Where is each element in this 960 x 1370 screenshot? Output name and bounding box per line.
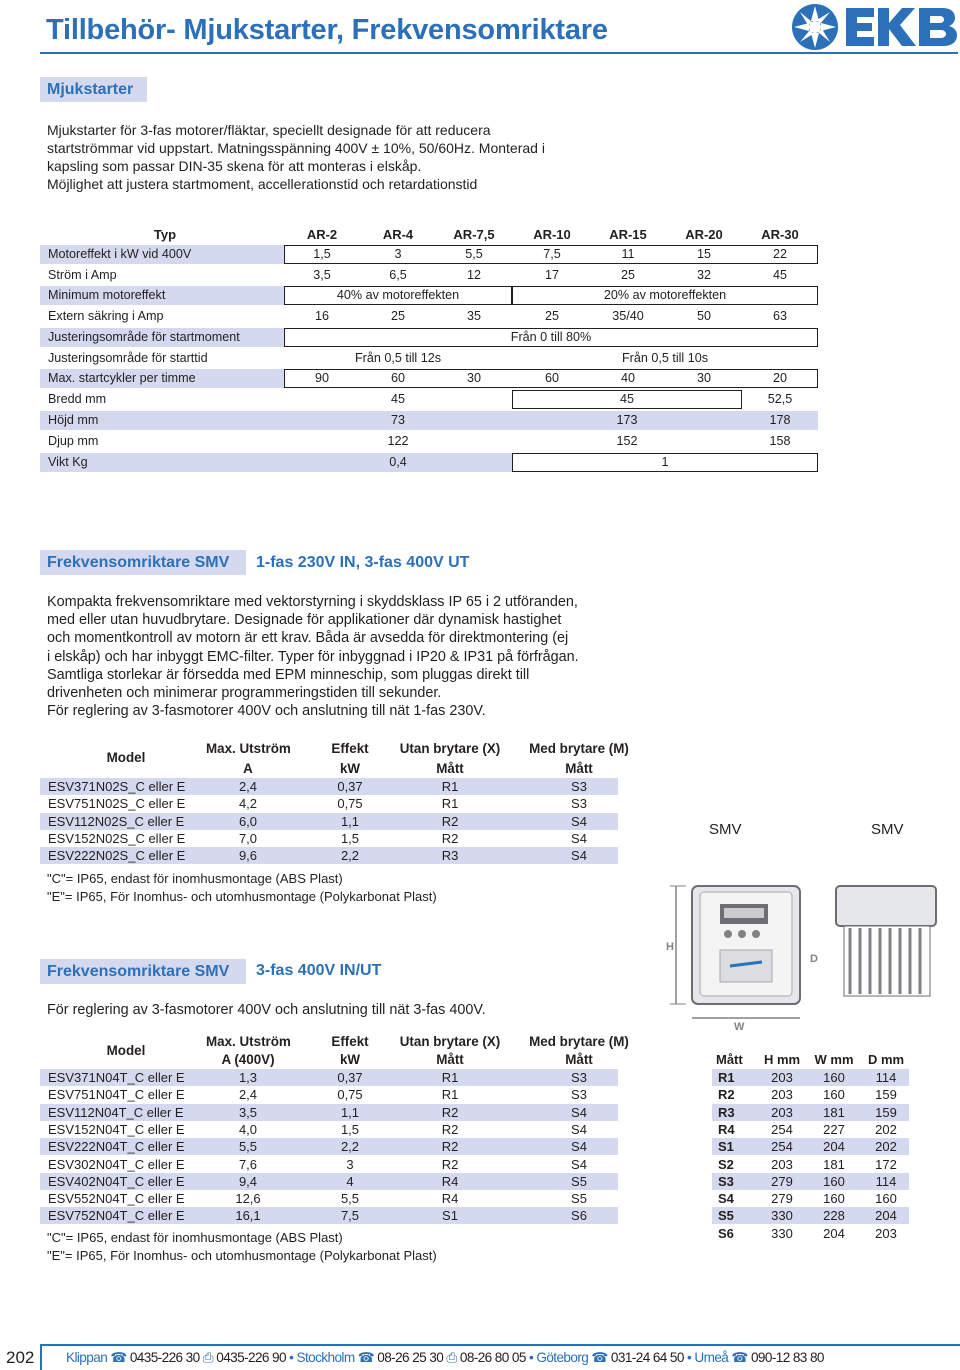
table-cell: 50 — [696, 309, 711, 323]
image-label-smv: SMV — [709, 821, 742, 838]
table-cell: 6,5 — [389, 268, 407, 282]
model-cell: ESV402N04T_C eller E — [48, 1173, 185, 1189]
table-cell: 15 — [696, 247, 711, 261]
table-row — [40, 830, 618, 847]
paragraph-line: För reglering av 3-fasmotorer 400V och anslutning till nät 1-fas 230V. — [47, 703, 486, 720]
model-cell: ESV222N04T_C eller E — [48, 1139, 185, 1155]
table-cell: S4 — [571, 1139, 587, 1155]
table-cell: 181 — [823, 1156, 845, 1172]
table-row — [40, 369, 818, 388]
note-e: "E"= IP65, För Inomhus- och utomhusmontage (Polykarbonat Plast) — [47, 889, 437, 904]
header-power-unit: kW — [339, 1052, 361, 1067]
header-col: W mm — [814, 1052, 854, 1067]
table-cell: 52,5 — [767, 392, 793, 406]
table-cell: 279 — [771, 1191, 793, 1207]
table-row — [712, 1086, 909, 1103]
table-row — [40, 1086, 618, 1103]
table-cell: 6,0 — [238, 813, 258, 829]
table-row — [40, 1190, 618, 1207]
model-cell: ESV752N04T_C eller E — [48, 1208, 185, 1224]
dimension-code: R1 — [718, 1070, 735, 1085]
table-cell: 203 — [875, 1225, 897, 1241]
table-cell: 63 — [772, 309, 787, 323]
table-row — [40, 266, 818, 285]
table-row — [40, 1207, 618, 1224]
table-cell: 30 — [466, 371, 481, 385]
table-cell: S6 — [571, 1208, 587, 1224]
table-cell: R1 — [441, 1087, 459, 1103]
table-cell: 1,5 — [313, 247, 331, 261]
table-cell: R2 — [441, 1121, 459, 1137]
table-cell: 181 — [823, 1104, 845, 1120]
table-cell: 5,5 — [465, 247, 483, 261]
footer-city: Göteborg — [536, 1350, 589, 1365]
table-cell: 45 — [619, 392, 634, 406]
table-cell: 0,4 — [389, 455, 407, 469]
header-with-switch: Med brytare (M) — [529, 741, 629, 756]
table-cell: 35/40 — [612, 309, 644, 323]
table-cell: 17 — [544, 268, 559, 282]
dims-table-header — [712, 1052, 909, 1069]
table-cell: 45 — [772, 268, 787, 282]
footer-fax: 0435-226 90 — [216, 1350, 286, 1365]
table-cell: S4 — [571, 1121, 587, 1137]
header-power: Effekt — [331, 1034, 369, 1049]
fax-icon: ⎙ — [443, 1350, 460, 1365]
header-col: AR-10 — [533, 227, 571, 242]
table-row — [712, 1104, 909, 1121]
table-cell: R4 — [441, 1191, 459, 1207]
table-row — [40, 1173, 618, 1190]
table-cell: 7,6 — [238, 1156, 258, 1172]
paragraph-line: Samtliga storlekar är försedda med EPM minneschip, som pluggas direkt till — [47, 666, 530, 683]
dimension-code: S5 — [718, 1208, 734, 1224]
table-cell: R3 — [441, 848, 459, 864]
table-cell: 160 — [875, 1191, 897, 1207]
footer-phone: 090-12 83 80 — [750, 1350, 824, 1365]
table-cell: 32 — [696, 268, 711, 282]
table-cell: 4 — [346, 1173, 354, 1189]
table-row — [40, 1069, 618, 1086]
dimension-code: R3 — [718, 1104, 735, 1120]
table-row — [40, 245, 818, 264]
row-label: Minimum motoreffekt — [48, 288, 166, 302]
table-cell: 40 — [620, 371, 635, 385]
model-cell: ESV751N02S_C eller E — [48, 796, 186, 812]
section-subheading-smv-3phase: 3-fas 400V IN/UT — [256, 962, 382, 979]
header-current: Max. Utström — [206, 1034, 291, 1049]
table-row — [712, 1156, 909, 1173]
smv-product-image — [664, 878, 960, 1030]
table-row — [40, 453, 818, 472]
table-cell: S3 — [571, 796, 587, 812]
table-cell: 0,37 — [337, 1070, 363, 1085]
table-cell: S4 — [571, 830, 587, 846]
table-row — [712, 1190, 909, 1207]
row-label: Extern säkring i Amp — [48, 309, 164, 323]
row-label: Vikt Kg — [48, 455, 88, 469]
header-without-unit: Mått — [436, 761, 464, 776]
table-cell: 160 — [823, 1191, 845, 1207]
paragraph-line: startströmmar vid uppstart. Matningsspänning 400V ± 10%, 50/60Hz. Monterad i — [47, 140, 545, 156]
table-row — [40, 286, 818, 305]
table-row — [40, 328, 818, 347]
table-cell: 25 — [390, 309, 405, 323]
table-cell: S5 — [571, 1191, 587, 1207]
page-footer — [0, 1344, 960, 1370]
row-label: Bredd mm — [48, 392, 107, 406]
table-cell: R2 — [441, 1156, 459, 1172]
table-cell: 40% av motoreffekten — [284, 286, 512, 305]
table-cell: 1,5 — [340, 830, 360, 846]
header-col: H mm — [763, 1052, 801, 1067]
table-cell: 0,75 — [337, 1087, 363, 1103]
table-cell: 114 — [875, 1070, 897, 1085]
table-cell: 158 — [769, 434, 791, 448]
bullet-icon: • — [525, 1350, 537, 1365]
table-cell: 5,5 — [238, 1139, 258, 1155]
dimension-code: S6 — [718, 1225, 734, 1241]
table-row — [40, 1121, 618, 1138]
table-cell: 1 — [512, 453, 818, 472]
table-cell: 7,5 — [340, 1208, 360, 1224]
footer-phone: 0435-226 30 — [129, 1350, 200, 1365]
table-cell: 45 — [390, 392, 405, 406]
table-cell: 60 — [390, 371, 405, 385]
table-cell: 254 — [771, 1121, 793, 1137]
table-row — [40, 349, 818, 368]
smv-1phase-description — [47, 593, 579, 720]
paragraph-line: med eller utan huvudbrytare. Designade för applikationer där dynamisk hastighet — [47, 612, 562, 629]
table-cell: 254 — [771, 1139, 793, 1155]
header-model: Model — [106, 750, 146, 765]
table-cell: 20% av motoreffekten — [512, 286, 818, 305]
header-col: AR-20 — [685, 227, 723, 242]
table-cell: R1 — [441, 779, 459, 794]
table-row — [40, 1138, 618, 1155]
table-cell: 3,5 — [313, 268, 331, 282]
section-heading-soft-starter: Mjukstarter — [40, 77, 147, 102]
row-label: Ström i Amp — [48, 268, 117, 282]
table-cell: 11 — [621, 247, 635, 261]
header-col: AR-7,5 — [453, 227, 495, 242]
table-cell: 160 — [823, 1087, 845, 1103]
footer-rule — [40, 1344, 42, 1370]
header-without-switch: Utan brytare (X) — [399, 1034, 501, 1049]
paragraph-line: Möjlighet att justera startmoment, accellerationstid och retardationstid — [47, 176, 478, 192]
table-cell: 12 — [466, 268, 481, 282]
dimension-code: R2 — [718, 1087, 735, 1103]
model-cell: ESV152N02S_C eller E — [48, 830, 186, 846]
table-cell: 12,6 — [235, 1191, 261, 1207]
row-label: Motoreffekt i kW vid 400V — [48, 247, 192, 261]
table-cell: Från 0,5 till 12s — [354, 351, 442, 365]
table-cell: 173 — [616, 413, 638, 427]
paragraph-line: Mjukstarter för 3-fas motorer/fläktar, speciellt designade för att reducera — [47, 122, 491, 138]
header-col: AR-15 — [609, 227, 647, 242]
row-label: Justeringsområde för startmoment — [48, 330, 240, 344]
row-label: Höjd mm — [48, 413, 99, 427]
table-cell: R2 — [441, 1104, 459, 1120]
header-col: AR-4 — [382, 227, 414, 242]
table-cell: 22 — [772, 247, 787, 261]
header-col: AR-30 — [761, 227, 799, 242]
footer-phone: 031-24 64 50 — [610, 1350, 684, 1365]
header-current-unit: A — [243, 761, 253, 776]
footer-city: Klippan — [66, 1350, 108, 1365]
bullet-icon: • — [285, 1350, 297, 1365]
model-cell: ESV371N02S_C eller E — [48, 779, 186, 794]
table-cell: S4 — [571, 848, 587, 864]
table-cell: 16,1 — [235, 1208, 261, 1224]
header-col: AR-2 — [306, 227, 338, 242]
table-cell: 202 — [875, 1121, 897, 1137]
table-cell: R1 — [441, 796, 459, 812]
model-cell: ESV751N04T_C eller E — [48, 1087, 185, 1103]
title-divider — [40, 52, 958, 54]
footer-fax: 08-26 80 05 — [459, 1350, 526, 1365]
smv-3phase-description: För reglering av 3-fasmotorer 400V och anslutning till nät 3-fas 400V. — [47, 1002, 486, 1018]
table-cell: R2 — [441, 1139, 459, 1155]
dimension-letter: D — [810, 953, 818, 965]
row-label: Justeringsområde för starttid — [48, 351, 208, 365]
table-cell: R2 — [441, 813, 459, 829]
table-cell: R1 — [441, 1070, 459, 1085]
note-e: "E"= IP65, För Inomhus- och utomhusmontage (Polykarbonat Plast) — [47, 1248, 437, 1263]
section-subheading-smv-1phase: 1-fas 230V IN, 3-fas 400V UT — [256, 554, 470, 571]
table-cell: 30 — [696, 371, 711, 385]
table-cell: 203 — [771, 1070, 793, 1085]
table-cell: 159 — [875, 1087, 897, 1103]
phone-icon: ☎ — [588, 1350, 611, 1365]
table-row — [712, 1207, 909, 1224]
table-row — [712, 1173, 909, 1190]
page-number: 202 — [6, 1348, 35, 1367]
table-cell: 3,5 — [238, 1104, 258, 1120]
dimension-letter: W — [734, 1021, 745, 1030]
table-cell: S3 — [571, 1087, 587, 1103]
table-cell: S3 — [571, 779, 587, 794]
table-cell: 228 — [823, 1208, 845, 1224]
dimension-code: S4 — [718, 1191, 734, 1207]
table-cell: 2,4 — [238, 779, 258, 794]
table-row — [712, 1121, 909, 1138]
table-row — [40, 1156, 618, 1173]
table-cell: S4 — [571, 813, 587, 829]
section-heading-smv-3phase: Frekvensomriktare SMV — [40, 959, 246, 984]
phone-icon: ☎ — [107, 1350, 130, 1365]
header-with-unit: Mått — [565, 761, 593, 776]
table-row — [712, 1225, 909, 1242]
table-cell: 16 — [314, 309, 329, 323]
table-cell: 330 — [771, 1208, 793, 1224]
table-cell: 1,1 — [340, 813, 360, 829]
table-row — [40, 778, 618, 795]
header-with-switch: Med brytare (M) — [529, 1034, 629, 1049]
table-cell: 227 — [823, 1121, 845, 1137]
table-cell: 279 — [771, 1173, 793, 1189]
model-cell: ESV552N04T_C eller E — [48, 1191, 185, 1207]
table-row — [40, 411, 818, 430]
dimension-letter: H — [666, 941, 674, 953]
table-row — [712, 1069, 909, 1086]
table-cell: 7,0 — [238, 830, 258, 846]
header-type: Typ — [153, 227, 177, 242]
phone-icon: ☎ — [728, 1350, 751, 1365]
table-cell: 152 — [616, 434, 638, 448]
dimension-code: S3 — [718, 1173, 734, 1189]
table-cell: 203 — [771, 1104, 793, 1120]
header-current: Max. Utström — [206, 741, 291, 756]
table-cell: 1,3 — [238, 1070, 258, 1085]
footer-contacts — [66, 1350, 824, 1366]
table-cell: S4 — [571, 1156, 587, 1172]
table-row — [40, 813, 618, 830]
ekb-logo — [790, 2, 958, 52]
table-cell: R2 — [441, 830, 459, 846]
table-cell: 35 — [466, 309, 481, 323]
table-cell: 2,2 — [340, 1139, 360, 1155]
header-model: Model — [106, 1043, 146, 1058]
header-without-unit: Mått — [436, 1052, 464, 1067]
table-cell: 1,1 — [340, 1104, 360, 1120]
table-cell: 0,37 — [337, 779, 363, 794]
table-cell: 9,4 — [238, 1173, 258, 1189]
table-cell: 178 — [769, 413, 791, 427]
table-cell: 203 — [771, 1087, 793, 1103]
table-cell: 25 — [620, 268, 635, 282]
paragraph-line: Kompakta frekvensomriktare med vektorstyrning i skyddsklass IP 65 i 2 utföranden, — [47, 594, 578, 610]
page-title: Tillbehör- Mjukstarter, Frekvensomriktare — [46, 14, 608, 46]
table-row — [40, 307, 818, 326]
table-cell: R4 — [441, 1173, 459, 1189]
table-cell: 160 — [823, 1070, 845, 1085]
note-c: "C"= IP65, endast för inomhusmontage (ABS Plast) — [47, 1230, 343, 1245]
model-cell: ESV152N04T_C eller E — [48, 1121, 185, 1137]
table-cell: 4,0 — [238, 1121, 258, 1137]
table-cell: 204 — [823, 1139, 845, 1155]
model-cell: ESV371N04T_C eller E — [48, 1070, 185, 1085]
paragraph-line: drivenheten och minimerar programmeringstiden till sekunder. — [47, 685, 442, 702]
table-cell: 60 — [544, 371, 559, 385]
table-row — [40, 390, 818, 409]
bullet-icon: • — [683, 1350, 695, 1365]
header-col: Mått — [716, 1052, 743, 1067]
table-cell: 0,75 — [337, 796, 363, 812]
table-cell: S4 — [571, 1104, 587, 1120]
table-cell: 160 — [823, 1173, 845, 1189]
table-cell: 3 — [394, 247, 402, 261]
table-cell: 25 — [544, 309, 559, 323]
soft-starter-description — [47, 121, 545, 193]
paragraph-line: i elskåp) och har inbyggt EMC-filter. Typer för inbyggnad i IP20 & IP31 på förfrågan. — [47, 648, 579, 665]
table-cell: 73 — [390, 413, 405, 427]
header-col: D mm — [867, 1052, 905, 1067]
header-current-unit: A (400V) — [221, 1052, 275, 1067]
table-cell: 7,5 — [543, 247, 561, 261]
header-without-switch: Utan brytare (X) — [399, 741, 501, 756]
paragraph-line: och momentkontroll av motorn är ett krav. Båda är avsedda för direktmontering (ej — [47, 630, 569, 647]
table-row — [712, 1138, 909, 1155]
table-row — [40, 847, 618, 864]
dimension-code: S2 — [718, 1156, 734, 1172]
table-cell: 4,2 — [238, 796, 258, 812]
table-cell: 203 — [771, 1156, 793, 1172]
table-cell: 3 — [346, 1156, 354, 1172]
footer-city: Umeå — [694, 1350, 729, 1365]
phone-icon: ☎ — [354, 1350, 378, 1365]
paragraph-line: kapsling som passar DIN-35 skena för att monteras i elskåp. — [47, 158, 422, 174]
table-cell: 2,2 — [340, 848, 360, 864]
table-cell: 159 — [875, 1104, 897, 1120]
dimension-code: S1 — [718, 1139, 734, 1155]
table-cell: S1 — [442, 1208, 458, 1224]
table-cell: 122 — [387, 434, 409, 448]
table-cell: 172 — [875, 1156, 897, 1172]
fax-icon: ⎙ — [199, 1350, 217, 1365]
header-with-unit: Mått — [565, 1052, 593, 1067]
dimension-code: R4 — [718, 1121, 735, 1137]
table-row — [40, 1104, 618, 1121]
table-cell: Från 0,5 till 10s — [621, 351, 709, 365]
table-cell: S5 — [571, 1173, 587, 1189]
table-cell: 202 — [875, 1139, 897, 1155]
table-cell: 1,5 — [340, 1121, 360, 1137]
table-cell: 5,5 — [340, 1191, 360, 1207]
table-cell: 20 — [772, 371, 787, 385]
header-power-unit: kW — [339, 761, 361, 776]
model-cell: ESV222N02S_C eller E — [48, 848, 186, 864]
table-cell: 204 — [823, 1225, 845, 1241]
table-cell: S3 — [571, 1070, 587, 1085]
soft-table-header — [40, 226, 818, 244]
header-power: Effekt — [331, 741, 369, 756]
table-row — [40, 795, 618, 812]
model-cell: ESV112N02S_C eller E — [48, 813, 185, 829]
table-cell: 330 — [771, 1225, 793, 1241]
note-c: "C"= IP65, endast för inomhusmontage (ABS Plast) — [47, 871, 343, 886]
model-cell: ESV112N04T_C eller E — [48, 1104, 184, 1120]
table-cell: 90 — [314, 371, 329, 385]
table-row — [40, 432, 818, 451]
image-label-smv: SMV — [871, 821, 904, 838]
table-cell: 9,6 — [238, 848, 258, 864]
model-cell: ESV302N04T_C eller E — [48, 1156, 185, 1172]
footer-phone: 08-26 25 30 — [377, 1350, 444, 1365]
table-cell: Från 0 till 80% — [284, 328, 818, 347]
row-label: Djup mm — [48, 434, 99, 448]
section-heading-smv-1phase: Frekvensomriktare SMV — [40, 550, 246, 575]
table-cell: 204 — [875, 1208, 897, 1224]
table-cell: 2,4 — [238, 1087, 258, 1103]
row-label: Max. startcykler per timme — [48, 371, 196, 385]
footer-city: Stockholm — [296, 1350, 355, 1365]
footer-rule — [40, 1344, 960, 1346]
table-cell: 114 — [875, 1173, 897, 1189]
